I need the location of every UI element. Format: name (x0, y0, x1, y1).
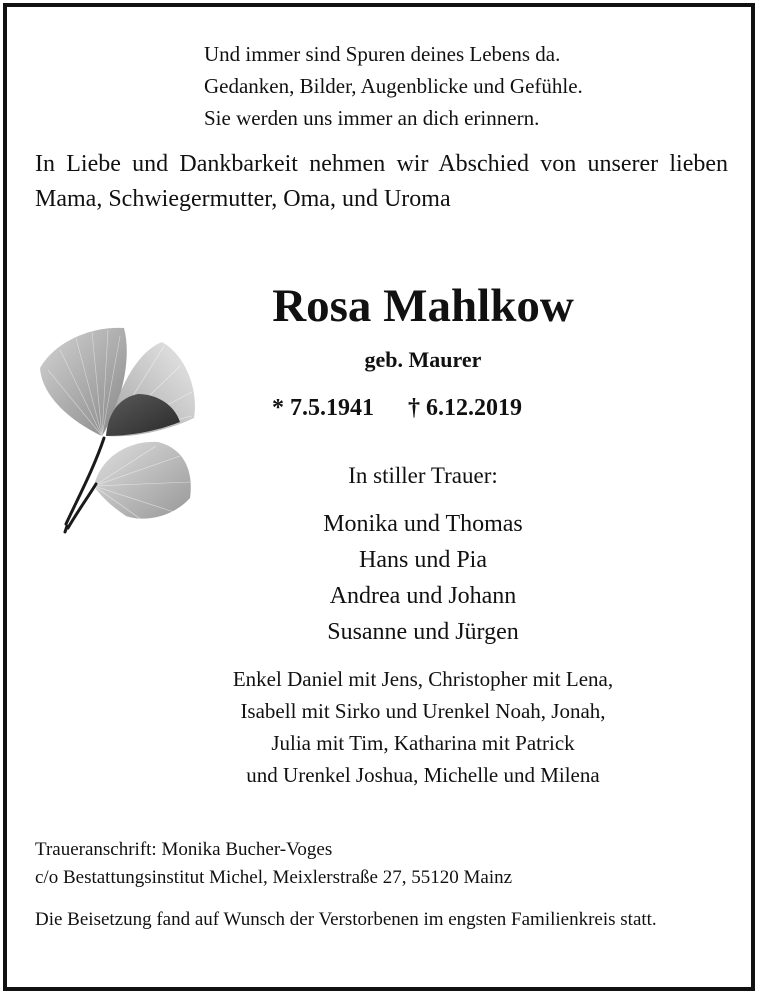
family-member: Hans und Pia (359, 547, 487, 573)
intro-text: In Liebe und Dankbarkeit nehmen wir Abschied von unserer lieben Mama, Schwiegermutter, Oma, und Uroma (35, 151, 728, 212)
mourning-address (35, 836, 512, 892)
poem-line: Gedanken, Bilder, Augenblicke und Gefühle. (204, 74, 583, 98)
mourning-heading: In stiller Trauer: (348, 463, 498, 488)
maiden-name: geb. Maurer (364, 347, 482, 372)
family-list (0, 506, 764, 650)
grandchildren-line: Julia mit Tim, Katharina mit Patrick (271, 731, 575, 755)
family-member: Andrea und Johann (329, 583, 517, 609)
grandchildren-list (0, 663, 764, 791)
death-date: † 6.12.2019 (408, 395, 522, 421)
poem-line: Sie werden uns immer an dich erinnern. (204, 106, 540, 130)
grandchildren-line: und Urenkel Joshua, Michelle und Milena (246, 763, 600, 787)
family-member: Susanne und Jürgen (327, 619, 519, 645)
burial-note: Die Beisetzung fand auf Wunsch der Verstorbenen im engsten Familienkreis statt. (35, 909, 657, 930)
grandchildren-line: Isabell mit Sirko und Urenkel Noah, Jonah, (240, 699, 606, 723)
poem (204, 38, 724, 134)
deceased-name: Rosa Mahlkow (272, 280, 574, 332)
grandchildren-line: Enkel Daniel mit Jens, Christopher mit Lena, (232, 667, 614, 691)
poem-line: Und immer sind Spuren deines Lebens da. (204, 42, 561, 66)
address-line: c/o Bestattungsinstitut Michel, Meixlerstraße 27, 55120 Mainz (35, 867, 513, 888)
birth-date: * 7.5.1941 (272, 395, 374, 421)
life-dates (272, 392, 522, 424)
family-member: Monika und Thomas (323, 511, 523, 537)
address-line: Traueranschrift: Monika Bucher-Voges (35, 839, 333, 860)
